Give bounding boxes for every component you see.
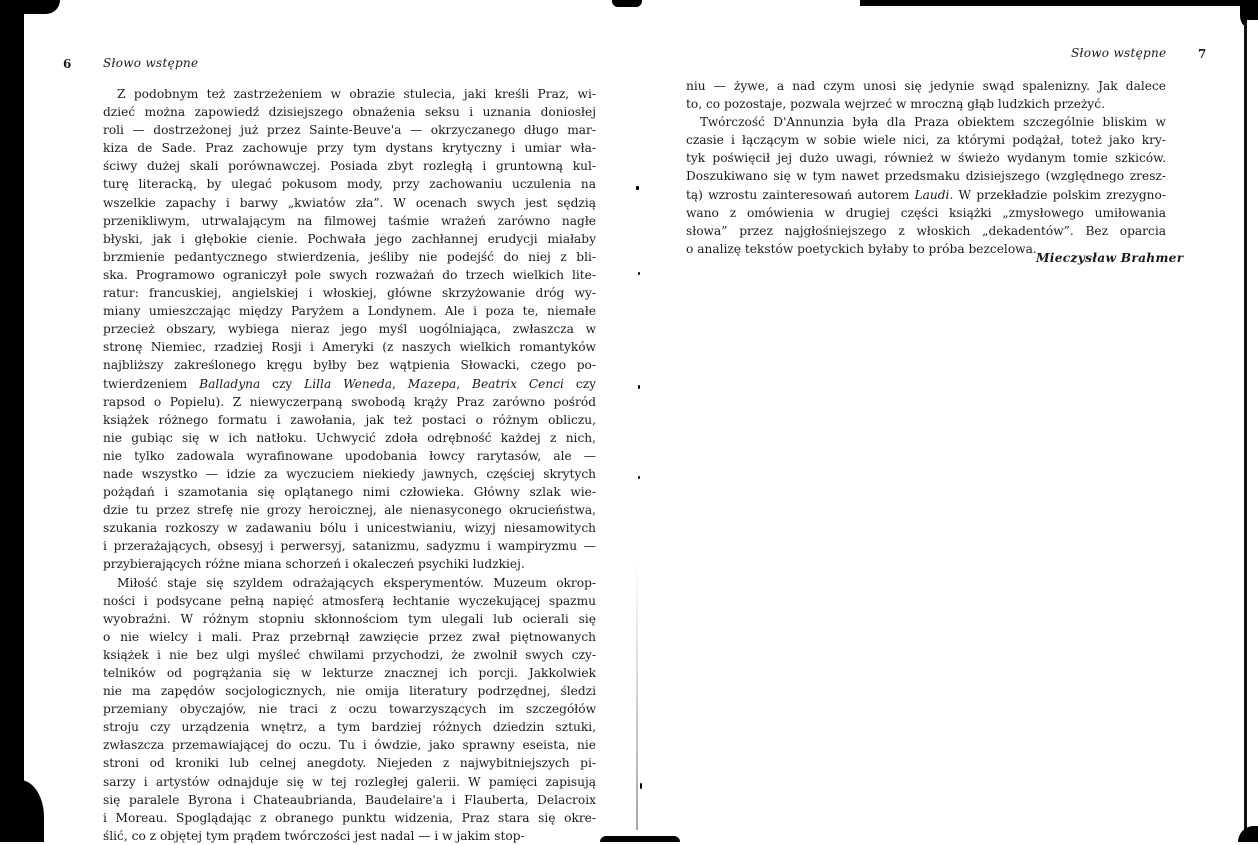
text-line: Doszukiwano się w tym nawet przedsmaku dzisiejszego (względnego zresz- — [686, 169, 1166, 184]
text-line: przemiany obyczajów, nie traci z oczu towarzyszących im szczegółów — [103, 702, 596, 717]
scan-speck — [638, 476, 640, 479]
text-line: pożądań i szamotania się oplątanego nimi człowieka. Główny szlak wie- — [103, 485, 596, 500]
text-line: nie gubiąc się w ich natłoku. Uchwycić zdoła odrębność każdej z nich, — [103, 430, 596, 445]
text-line: niu — żywe, a nad czym unosi się jedynie swąd spalenizny. Jak dalece — [686, 79, 1166, 93]
running-head-right: Słowo wstępne — [1071, 46, 1167, 60]
text-line: rapsod o Popielu). Z niewyczerpaną swobodą krąży Praz zarówno pośród — [103, 394, 596, 409]
text-line: to, co pozostaje, pozwala wejrzeć w mroczną głąb ludzkich przeżyć. — [686, 97, 1105, 112]
page-number-right: 7 — [1198, 47, 1207, 61]
text-line: książek i nie bez ulgi myśleć chwilami przychodzi, że zwolnił swych czy- — [103, 647, 596, 662]
scan-corner-bottom-left — [20, 780, 44, 842]
text-line: przecież obszary, wybiega nieraz jego myśl uogólniająca, zwłaszcza w — [103, 322, 596, 337]
text-line: błyski, jak i głębokie cienie. Pochwała jego zachłannej erudycji miałaby — [103, 231, 596, 246]
scan-border-top-right — [860, 0, 1258, 6]
text-line: wano z omówienia w drugiej części książki „zmysłowego umiłowania — [686, 205, 1166, 220]
text-line: miany umieszczając między Paryżem a Londynem. Ale i poza te, niemałe — [103, 304, 596, 319]
text-line: roli — dostrzeżonej już przez Sainte-Beuve'a — okrzyczanego długo mar- — [103, 123, 596, 138]
scan-speck — [636, 186, 639, 190]
text-line: ślić, co z objętej tym prądem twórczości jest nadal — i w jakim stop- — [103, 828, 525, 843]
text-line: tyk poświęcił jej dużo uwagi, również w świeżo wydanym tomie szkiców. — [686, 151, 1166, 166]
text-line: turę literacką, by ulegać pokusom mody, przy zachowaniu uczulenia na — [103, 177, 596, 192]
text-line: dzie tu przez strefę nie grozy heroicznej, ale nienasyconego okrucieństwa, — [103, 503, 596, 518]
text-line: stroju czy urządzenia wnętrz, a tym bardziej różnych dziedzin sztuki, — [103, 720, 596, 735]
scan-speck — [640, 783, 642, 789]
text-line: wszelkie zapachy i barwy „kwiatów zła”. W ocenach swych jest sędzią — [103, 195, 596, 210]
page-number-left: 6 — [63, 57, 72, 71]
text-line: słowa” przez najgłośniejszego z włoskich „dekadentów”. Bez oparcia — [686, 223, 1166, 238]
text-line: brzmienie pedantycznego stwierdzenia, jeśliby nie podejść do niej z bli- — [103, 249, 596, 264]
gutter-shadow — [636, 560, 638, 830]
text-line: czasie i łączącym w sobie wiele nici, za którymi podążał, toteż jako kry- — [686, 133, 1166, 148]
text-line: i przerażających, obsesyj i perwersyj, satanizmu, sadyzmu i wampiryzmu — — [103, 539, 596, 554]
text-line: nade wszystko — idzie za wyczuciem niekiedy jawnych, częściej skrytych — [103, 466, 596, 481]
text-line: Miłość staje się szyldem odrażających eksperymentów. Muzeum okrop- — [117, 575, 596, 590]
text-line: sarzy i artystów odnajduje się w tej rozległej galerii. W pamięci zapisują — [103, 774, 596, 789]
gutter-base — [600, 836, 680, 842]
scan-speck — [638, 272, 640, 275]
author-signature: Mieczysław Brahmer — [1036, 251, 1184, 265]
text-line: ratur: francuskiej, angielskiej i włoskiej, główne skrzyżowanie dróg wy- — [103, 286, 596, 301]
text-line: najbliższy zakreślonego kręgu byłby bez wątpienia Słowacki, czego po- — [103, 358, 596, 373]
text-line: o analizę tekstów poetyckich byłaby to próba bezcelowa. — [686, 241, 1037, 256]
scan-margin-right — [1247, 20, 1258, 842]
italic-title: Beatrix Cenci — [472, 376, 564, 391]
text-line: Z podobnym też zastrzeżeniem w obrazie stulecia, jaki kreśli Praz, wi- — [117, 87, 596, 101]
scan-corner-bottom-right — [1238, 826, 1258, 842]
italic-title: Lilla Weneda — [304, 376, 392, 391]
text-line: ności i podsycane pełną napięć atmosferą łechtanie wyczekującej spazmu — [103, 593, 596, 608]
page-edge-right — [1244, 20, 1247, 835]
gutter-blot — [612, 0, 642, 7]
text-line: tą) wzrostu zainteresowań autorem Laudi. W przekładzie polskim zrezygno- — [686, 187, 1166, 202]
text-line: się paralele Byrona i Chateaubrianda, Baudelaire'a i Flauberta, Delacroix — [103, 792, 596, 807]
text-line: i Moreau. Spoglądając z obranego punktu widzenia, Praz stara się okre- — [103, 810, 596, 825]
scan-border-left — [0, 0, 24, 842]
italic-title: Mazepa — [407, 376, 457, 391]
text-line: przenikliwym, utrwalającym na filmowej taśmie wrażeń zarówno nagłe — [103, 213, 596, 228]
text-line: wyobraźni. W różnym stopniu skłonnościom tym ulegali lub ocierali się — [103, 611, 596, 626]
text-line: nie ma zapędów socjologicznych, nie omija literatury podrzędnej, śledzi — [103, 684, 596, 699]
text-line: Twórczość D'Annunzia była dla Praza obiektem szczególnie bliskim w — [700, 115, 1166, 130]
running-head-left: Słowo wstępne — [103, 56, 199, 70]
text-line: o nie wielcy i mali. Praz przebrnął zawzięcie przez zwał piętnowanych — [103, 629, 596, 644]
text-line: przybierających różne miana schorzeń i okaleczeń psychiki ludzkiej. — [103, 557, 525, 572]
text-line: telników od pogrążania się w lekturze znacznej ich porcji. Jakkolwiek — [103, 666, 596, 680]
text-line: ściwy dużej skali porównawczej. Posiada zbyt rozległą i gruntowną kul- — [103, 159, 596, 174]
scan-corner-top-left — [20, 0, 60, 14]
text-line: stronę Niemiec, rzadziej Rosji i Ameryki (z naszych wielkich romantyków — [103, 340, 596, 355]
text-line: zwłaszcza przemawiającej do oczu. Tu i ówdzie, jako sprawny eseista, nie — [103, 738, 596, 753]
text-line: nie tylko zadowala wyrafinowane upodobania łowcy rarytasów, ale — — [103, 448, 596, 463]
text-line: stroni od kroniki lub celnej anegdoty. Niejeden z najwybitniejszych pi- — [103, 756, 596, 771]
text-line: książek różnego formatu i zawołania, jak też postaci o różnym obliczu, — [103, 412, 596, 427]
text-line: szukania rozkoszy w zadawaniu bólu i unicestwianiu, wizyj niesamowitych — [103, 521, 596, 536]
text-line: ska. Programowo ograniczył pole swych rozważań do trzech wielkich lite- — [103, 267, 596, 282]
text-line: kiza de Sade. Praz zachowuje przy tym dystans krytyczny i umiar wła- — [103, 141, 596, 156]
left-page-body — [103, 85, 596, 845]
text-line: twierdzeniem Balladyna czy Lilla Weneda, Mazepa, Beatrix Cenci czy — [103, 376, 597, 391]
right-page-body — [686, 77, 1166, 258]
scan-speck — [638, 385, 640, 389]
italic-title: Balladyna — [199, 376, 261, 391]
text-line: dzieć można zapowiedź dzisiejszego obnażenia seksu i uznania doniosłej — [103, 105, 596, 120]
italic-title: Laudi — [914, 187, 950, 202]
